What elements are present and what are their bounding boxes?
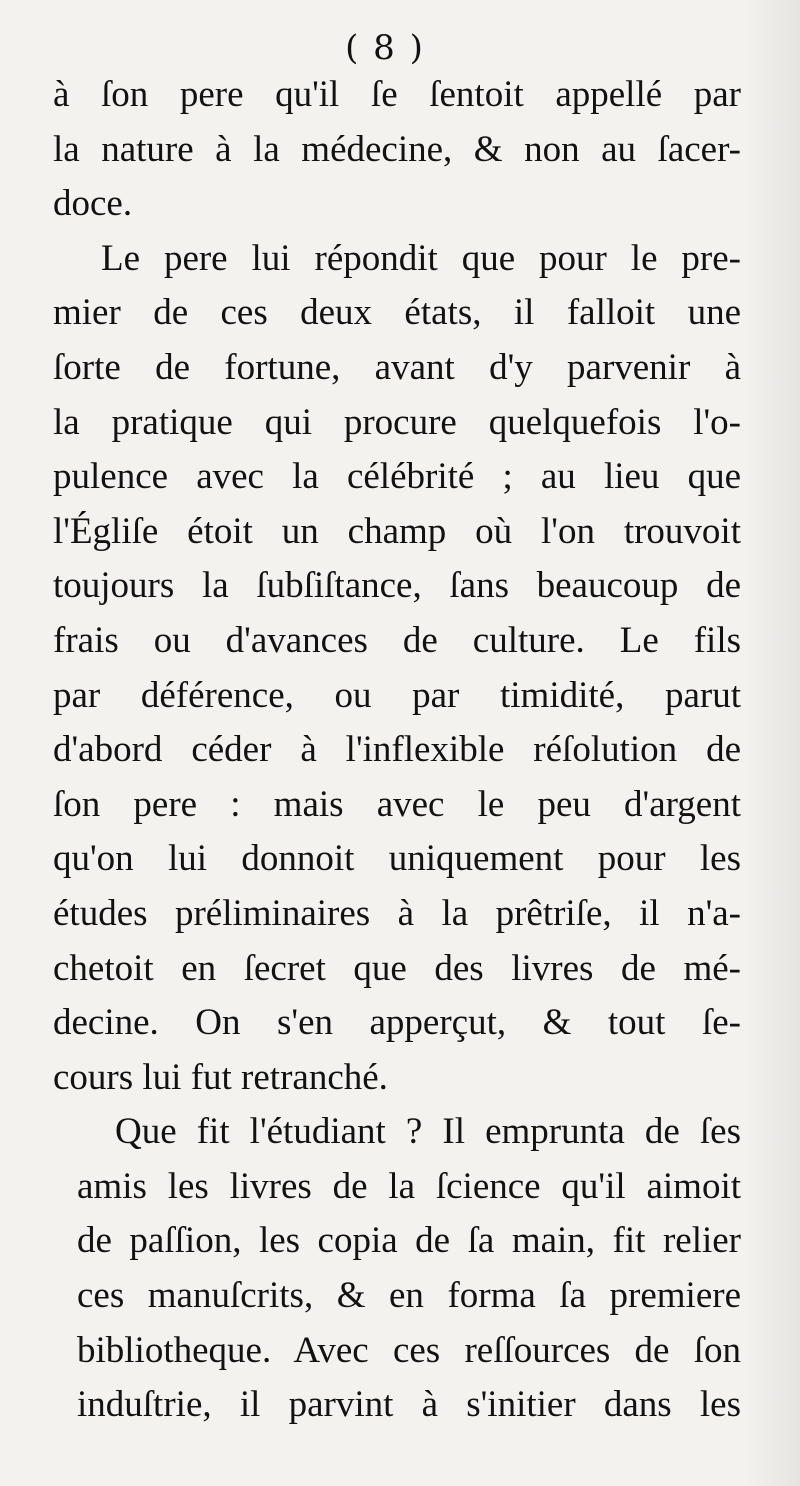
- text-line: ces manuſcrits, & en forma ſa premiere: [77, 1275, 741, 1317]
- text-line: cours lui fut retranché.: [53, 1056, 388, 1098]
- text-line: toujours la ſubſiſtance, ſans beaucoup de: [53, 565, 741, 607]
- text-line: ſorte de fortune, avant d'y parvenir à: [53, 346, 741, 388]
- text-line: pulence avec la célébrité ; au lieu que: [53, 456, 741, 498]
- text-line: amis les livres de la ſcience qu'il aimoit: [77, 1165, 741, 1207]
- text-line: Le pere lui répondit que pour le pre-: [101, 237, 741, 279]
- text-line: ſon pere : mais avec le peu d'argent: [53, 783, 741, 825]
- text-line: par déférence, ou par timidité, parut: [53, 674, 741, 716]
- body-text: [53, 68, 741, 1433]
- text-line: Que fit l'étudiant ? Il emprunta de ſes: [115, 1111, 741, 1153]
- text-line: la pratique qui procure quelquefois l'o-: [53, 401, 741, 443]
- text-line: de paſſion, les copia de ſa main, fit relier: [77, 1220, 741, 1262]
- text-line: études préliminaires à la prêtriſe, il n'a-: [53, 892, 741, 934]
- text-line: chetoit en ſecret que des livres de mé-: [53, 947, 741, 989]
- text-line: bibliotheque. Avec ces reſſources de ſon: [77, 1329, 741, 1371]
- text-line: decine. On s'en apperçut, & tout ſe-: [53, 1002, 741, 1044]
- text-line: qu'on lui donnoit uniquement pour les: [53, 838, 741, 880]
- text-line: d'abord céder à l'inflexible réſolution de: [53, 729, 741, 771]
- text-line: mier de ces deux états, il falloit une: [53, 292, 741, 334]
- text-line: induſtrie, il parvint à s'initier dans les: [77, 1384, 741, 1426]
- page-number: ( 8 ): [345, 28, 425, 68]
- text-line: l'Égliſe étoit un champ où l'on trouvoit: [53, 510, 741, 552]
- text-line: frais ou d'avances de culture. Le fils: [53, 619, 741, 661]
- text-line: la nature à la médecine, & non au ſacer-: [53, 128, 741, 170]
- text-line: doce.: [53, 183, 133, 225]
- text-line: à ſon pere qu'il ſe ſentoit appellé par: [53, 74, 741, 115]
